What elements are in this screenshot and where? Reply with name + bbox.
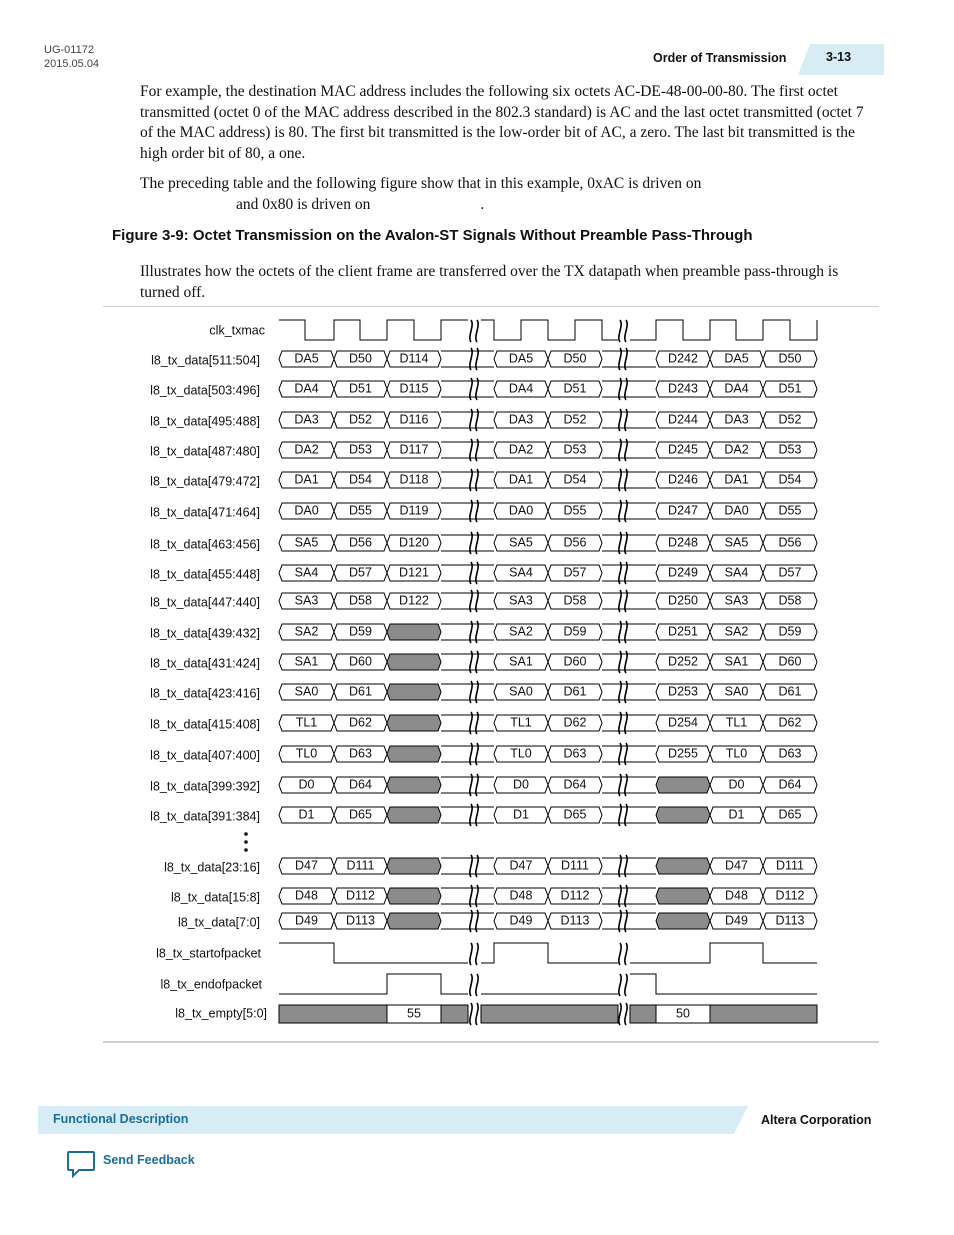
data-cell-15-4-text: D65 (563, 807, 587, 822)
signal-label-6: l8_tx_data[463:456] (150, 537, 260, 552)
data-cell-17-0-text: D48 (295, 888, 318, 903)
paragraph-example: For example, the destination MAC address includes the following six octets AC-DE-48-00-00-80. The first octet transmitted (octet 0 of the MAC address described in the 802.3 standard) is AC and the last octet transmitted (octet 7 of the MAC address) is 80. The first bit transmitted is the low-order bit of AC, a zero. The last bit transmitted is the high order bit of 80, a one. (140, 83, 864, 162)
feedback-icon[interactable] (66, 1150, 96, 1178)
data-cell-15-1-text: D65 (349, 807, 372, 822)
data-cell-16-4-text: D111 (560, 858, 590, 873)
data-cell-2-2-text: D116 (399, 412, 429, 427)
data-cell-18-0-text: D49 (295, 913, 318, 928)
clock-break-2-a (619, 320, 621, 342)
data-cell-17-4-text: D112 (560, 888, 590, 903)
eop-signal-label: l8_tx_endofpacket (160, 977, 262, 992)
sop-signal-label: l8_tx_startofpacket (156, 946, 261, 961)
clock-waveform-1 (279, 320, 468, 340)
data-cell-0-7-text: D50 (778, 351, 802, 366)
data-cell-1-3-text: DA4 (508, 381, 534, 396)
data-cell-15-2 (387, 807, 441, 823)
data-cell-5-2-text: D119 (399, 503, 429, 518)
data-cell-8-6-text: SA3 (724, 593, 749, 608)
data-cell-7-6-text: SA4 (724, 565, 749, 580)
empty-signal-label: l8_tx_empty[5:0] (175, 1006, 267, 1021)
data-cell-15-3-text: D1 (513, 807, 529, 822)
data-cell-6-2-text: D120 (399, 535, 429, 550)
data-cell-14-2 (387, 777, 441, 793)
data-cell-5-0-text: DA0 (294, 503, 319, 518)
empty-value-1: 55 (407, 1006, 421, 1021)
eop-break-2-a (619, 974, 621, 996)
data-cell-3-5-text: D245 (668, 442, 698, 457)
data-cell-14-7-text: D64 (778, 777, 802, 792)
empty-break-2-b (625, 1003, 627, 1025)
data-cell-12-1-text: D62 (349, 715, 372, 730)
data-cell-9-1-text: D59 (349, 624, 372, 639)
empty-idle-5 (710, 1005, 817, 1023)
data-cell-9-6-text: SA2 (724, 624, 749, 639)
data-cell-8-0-text: SA3 (294, 593, 319, 608)
data-cell-13-5-text: D255 (668, 746, 698, 761)
eop-break-2-b (625, 974, 627, 996)
signal-label-13: l8_tx_data[407:400] (150, 748, 260, 763)
data-cell-16-5 (656, 858, 710, 874)
data-cell-1-2-text: D115 (399, 381, 429, 396)
data-cell-13-4-text: D63 (563, 746, 587, 761)
empty-idle-3 (481, 1005, 618, 1023)
data-cell-16-6-text: D47 (725, 858, 748, 873)
data-cell-3-0-text: DA2 (294, 442, 319, 457)
signal-label-5: l8_tx_data[471:464] (150, 505, 260, 520)
eop-waveform-1 (279, 974, 468, 994)
data-cell-5-6-text: DA0 (724, 503, 749, 518)
signal-label-18: l8_tx_data[7:0] (177, 915, 260, 930)
signal-label-1: l8_tx_data[503:496] (150, 383, 260, 398)
data-cell-17-5 (656, 888, 710, 904)
data-cell-0-1-text: D50 (349, 351, 372, 366)
data-cell-18-4-text: D113 (560, 913, 590, 928)
data-cell-3-7-text: D53 (778, 442, 802, 457)
data-cell-9-0-text: SA2 (294, 624, 319, 639)
sop-break-2-b (625, 943, 627, 965)
data-cell-8-4-text: D58 (563, 593, 587, 608)
data-cell-10-1-text: D60 (349, 654, 372, 669)
data-cell-6-4-text: D56 (563, 535, 587, 550)
empty-idle-2 (441, 1005, 468, 1023)
clock-break-2-b (625, 320, 627, 342)
figure-bottom-rule (103, 1041, 879, 1043)
empty-idle-4 (630, 1005, 656, 1023)
data-cell-16-3-text: D47 (509, 858, 533, 873)
clock-signal-label: clk_txmac (209, 323, 265, 338)
data-cell-4-2-text: D118 (399, 472, 429, 487)
data-cell-17-2 (387, 888, 441, 904)
data-cell-2-5-text: D244 (668, 412, 698, 427)
signal-label-3: l8_tx_data[487:480] (150, 444, 260, 459)
signal-label-16: l8_tx_data[23:16] (164, 860, 260, 875)
data-cell-2-1-text: D52 (349, 412, 372, 427)
sop-break-1-b (476, 943, 478, 965)
data-cell-15-0-text: D1 (298, 807, 315, 822)
sop-waveform-3 (630, 943, 817, 963)
data-cell-15-7-text: D65 (778, 807, 802, 822)
signal-label-11: l8_tx_data[423:416] (150, 686, 260, 701)
data-cell-7-3-text: SA4 (509, 565, 533, 580)
paragraph-period: . (480, 195, 485, 213)
data-cell-8-3-text: SA3 (509, 593, 533, 608)
data-cell-1-7-text: D51 (778, 381, 802, 396)
empty-break-2-a (619, 1003, 621, 1025)
data-cell-2-3-text: DA3 (508, 412, 534, 427)
sop-waveform-2 (481, 943, 618, 963)
data-cell-3-2-text: D117 (399, 442, 429, 457)
data-cell-8-5-text: D250 (668, 593, 698, 608)
data-cell-16-1-text: D111 (346, 858, 375, 873)
data-cell-18-2 (387, 913, 441, 929)
data-cell-12-3-text: TL1 (510, 715, 532, 730)
data-cell-4-3-text: DA1 (508, 472, 534, 487)
data-cell-16-0-text: D47 (295, 858, 318, 873)
data-cell-10-0-text: SA1 (294, 654, 319, 669)
signal-label-12: l8_tx_data[415:408] (150, 717, 260, 732)
empty-break-1-b (476, 1003, 478, 1025)
data-cell-12-6-text: TL1 (725, 715, 748, 730)
data-cell-17-3-text: D48 (509, 888, 533, 903)
send-feedback-link[interactable]: Send Feedback (103, 1153, 195, 1167)
data-cell-5-5-text: D247 (668, 503, 698, 518)
data-cell-11-1-text: D61 (349, 684, 372, 699)
data-cell-10-5-text: D252 (668, 654, 698, 669)
data-cell-3-3-text: DA2 (508, 442, 534, 457)
document-id: UG-01172 (44, 44, 94, 56)
data-cell-5-4-text: D55 (563, 503, 587, 518)
empty-idle-1 (279, 1005, 387, 1023)
signal-label-15: l8_tx_data[391:384] (150, 809, 260, 824)
clock-break-1-a (470, 320, 472, 342)
data-cell-11-3-text: SA0 (509, 684, 533, 699)
data-cell-7-2-text: D121 (399, 565, 429, 580)
signal-label-9: l8_tx_data[439:432] (150, 626, 260, 641)
data-cell-16-7-text: D111 (775, 858, 805, 873)
data-cell-9-7-text: D59 (778, 624, 802, 639)
data-cell-2-7-text: D52 (778, 412, 802, 427)
data-cell-0-5-text: D242 (668, 351, 698, 366)
data-cell-1-6-text: DA4 (724, 381, 749, 396)
data-cell-4-1-text: D54 (349, 472, 372, 487)
data-cell-4-7-text: D54 (778, 472, 802, 487)
data-cell-0-6-text: DA5 (724, 351, 749, 366)
page-number: 3-13 (826, 50, 852, 64)
data-cell-2-0-text: DA3 (294, 412, 319, 427)
data-cell-0-3-text: DA5 (508, 351, 534, 366)
data-cell-11-4-text: D61 (563, 684, 587, 699)
data-cell-14-5 (656, 777, 710, 793)
data-cell-11-5-text: D253 (668, 684, 698, 699)
data-cell-5-1-text: D55 (349, 503, 372, 518)
data-cell-14-1-text: D64 (349, 777, 372, 792)
signal-label-10: l8_tx_data[431:424] (150, 656, 260, 671)
data-cell-17-6-text: D48 (725, 888, 748, 903)
data-cell-7-4-text: D57 (563, 565, 587, 580)
data-cell-12-2 (387, 715, 441, 731)
data-cell-13-0-text: TL0 (295, 746, 318, 761)
signal-label-2: l8_tx_data[495:488] (150, 414, 260, 429)
signal-label-7: l8_tx_data[455:448] (150, 567, 260, 582)
figure-title: Figure 3-9: Octet Transmission on the Avalon-ST Signals Without Preamble Pass-Through (112, 227, 753, 244)
data-cell-7-1-text: D57 (349, 565, 372, 580)
data-cell-11-2 (387, 684, 441, 700)
data-cell-10-2 (387, 654, 441, 670)
data-cell-12-7-text: D62 (778, 715, 802, 730)
data-cell-14-6-text: D0 (728, 777, 745, 792)
data-cell-10-4-text: D60 (563, 654, 587, 669)
data-cell-10-6-text: SA1 (724, 654, 749, 669)
empty-break-1-a (470, 1003, 472, 1025)
data-cell-11-7-text: D61 (778, 684, 802, 699)
footer-section-link[interactable]: Functional Description (53, 1112, 189, 1126)
data-cell-4-0-text: DA1 (294, 472, 319, 487)
data-cell-2-6-text: DA3 (724, 412, 749, 427)
data-cell-15-6-text: D1 (728, 807, 745, 822)
data-cell-4-5-text: D246 (668, 472, 698, 487)
data-cell-13-6-text: TL0 (725, 746, 748, 761)
empty-value-2: 50 (676, 1006, 690, 1021)
section-title: Order of Transmission (653, 51, 787, 65)
ellipsis-dot-0 (244, 832, 248, 836)
ellipsis-dot-2 (244, 848, 248, 852)
data-cell-13-2 (387, 746, 441, 762)
clock-waveform-3 (630, 320, 817, 340)
data-cell-9-4-text: D59 (563, 624, 587, 639)
data-cell-18-7-text: D113 (775, 913, 805, 928)
paragraph-line-2: and 0x80 is driven on (236, 195, 371, 213)
data-cell-17-1-text: D112 (346, 888, 375, 903)
data-cell-0-2-text: D114 (399, 351, 429, 366)
data-cell-8-7-text: D58 (778, 593, 802, 608)
data-cell-6-1-text: D56 (349, 535, 372, 550)
data-cell-3-6-text: DA2 (724, 442, 749, 457)
signal-label-4: l8_tx_data[479:472] (150, 474, 260, 489)
data-cell-0-4-text: D50 (563, 351, 587, 366)
data-cell-1-1-text: D51 (349, 381, 372, 396)
eop-break-1-b (476, 974, 478, 996)
data-cell-17-7-text: D112 (775, 888, 805, 903)
data-cell-11-0-text: SA0 (294, 684, 319, 699)
data-cell-13-3-text: TL0 (510, 746, 532, 761)
data-cell-5-3-text: DA0 (508, 503, 534, 518)
data-cell-4-4-text: D54 (563, 472, 587, 487)
data-cell-1-5-text: D243 (668, 381, 698, 396)
footer-company: Altera Corporation (761, 1113, 872, 1127)
sop-break-2-a (619, 943, 621, 965)
data-cell-0-0-text: DA5 (294, 351, 319, 366)
data-cell-1-4-text: D51 (563, 381, 587, 396)
data-cell-12-5-text: D254 (668, 715, 698, 730)
data-cell-6-6-text: SA5 (724, 535, 749, 550)
data-cell-1-0-text: DA4 (294, 381, 319, 396)
data-cell-14-3-text: D0 (513, 777, 529, 792)
data-cell-18-3-text: D49 (509, 913, 533, 928)
data-cell-13-1-text: D63 (349, 746, 372, 761)
data-cell-7-0-text: SA4 (294, 565, 319, 580)
data-cell-12-0-text: TL1 (295, 715, 318, 730)
eop-waveform-3 (630, 974, 817, 994)
data-cell-9-2 (387, 624, 441, 640)
document-date: 2015.05.04 (44, 58, 100, 70)
data-cell-12-4-text: D62 (563, 715, 587, 730)
signal-label-8: l8_tx_data[447:440] (150, 595, 260, 610)
data-cell-6-7-text: D56 (778, 535, 802, 550)
data-cell-6-3-text: SA5 (509, 535, 533, 550)
signal-label-0: l8_tx_data[511:504] (151, 353, 260, 368)
data-cell-9-3-text: SA2 (509, 624, 533, 639)
clock-waveform-2 (481, 320, 618, 340)
data-cell-7-5-text: D249 (668, 565, 698, 580)
data-cell-3-1-text: D53 (349, 442, 372, 457)
signal-label-17: l8_tx_data[15:8] (171, 890, 260, 905)
data-cell-14-4-text: D64 (563, 777, 587, 792)
data-cell-8-2-text: D122 (399, 593, 429, 608)
clock-break-1-b (476, 320, 478, 342)
data-cell-14-0-text: D0 (298, 777, 315, 792)
data-cell-13-7-text: D63 (778, 746, 802, 761)
figure-caption: Illustrates how the octets of the client frame are transferred over the TX datapath when preamble pass-through is turned off. (140, 263, 839, 301)
data-cell-7-7-text: D57 (778, 565, 802, 580)
data-cell-6-5-text: D248 (668, 535, 698, 550)
data-cell-8-1-text: D58 (349, 593, 372, 608)
data-cell-11-6-text: SA0 (724, 684, 749, 699)
data-cell-2-4-text: D52 (563, 412, 587, 427)
data-cell-18-6-text: D49 (725, 913, 748, 928)
eop-break-1-a (470, 974, 472, 996)
data-cell-4-6-text: DA1 (724, 472, 749, 487)
paragraph-line-1: The preceding table and the following figure show that in this example, 0xAC is driven on (140, 175, 702, 192)
data-cell-6-0-text: SA5 (294, 535, 319, 550)
data-cell-9-5-text: D251 (668, 624, 698, 639)
data-cell-18-5 (656, 913, 710, 929)
ellipsis-dot-1 (244, 840, 248, 844)
data-cell-10-7-text: D60 (778, 654, 802, 669)
data-cell-10-3-text: SA1 (509, 654, 533, 669)
sop-waveform-1 (279, 943, 468, 963)
data-cell-5-7-text: D55 (778, 503, 802, 518)
data-cell-16-2 (387, 858, 441, 874)
data-cell-15-5 (656, 807, 710, 823)
data-cell-3-4-text: D53 (563, 442, 587, 457)
data-cell-18-1-text: D113 (346, 913, 375, 928)
signal-label-14: l8_tx_data[399:392] (150, 779, 260, 794)
sop-break-1-a (470, 943, 472, 965)
